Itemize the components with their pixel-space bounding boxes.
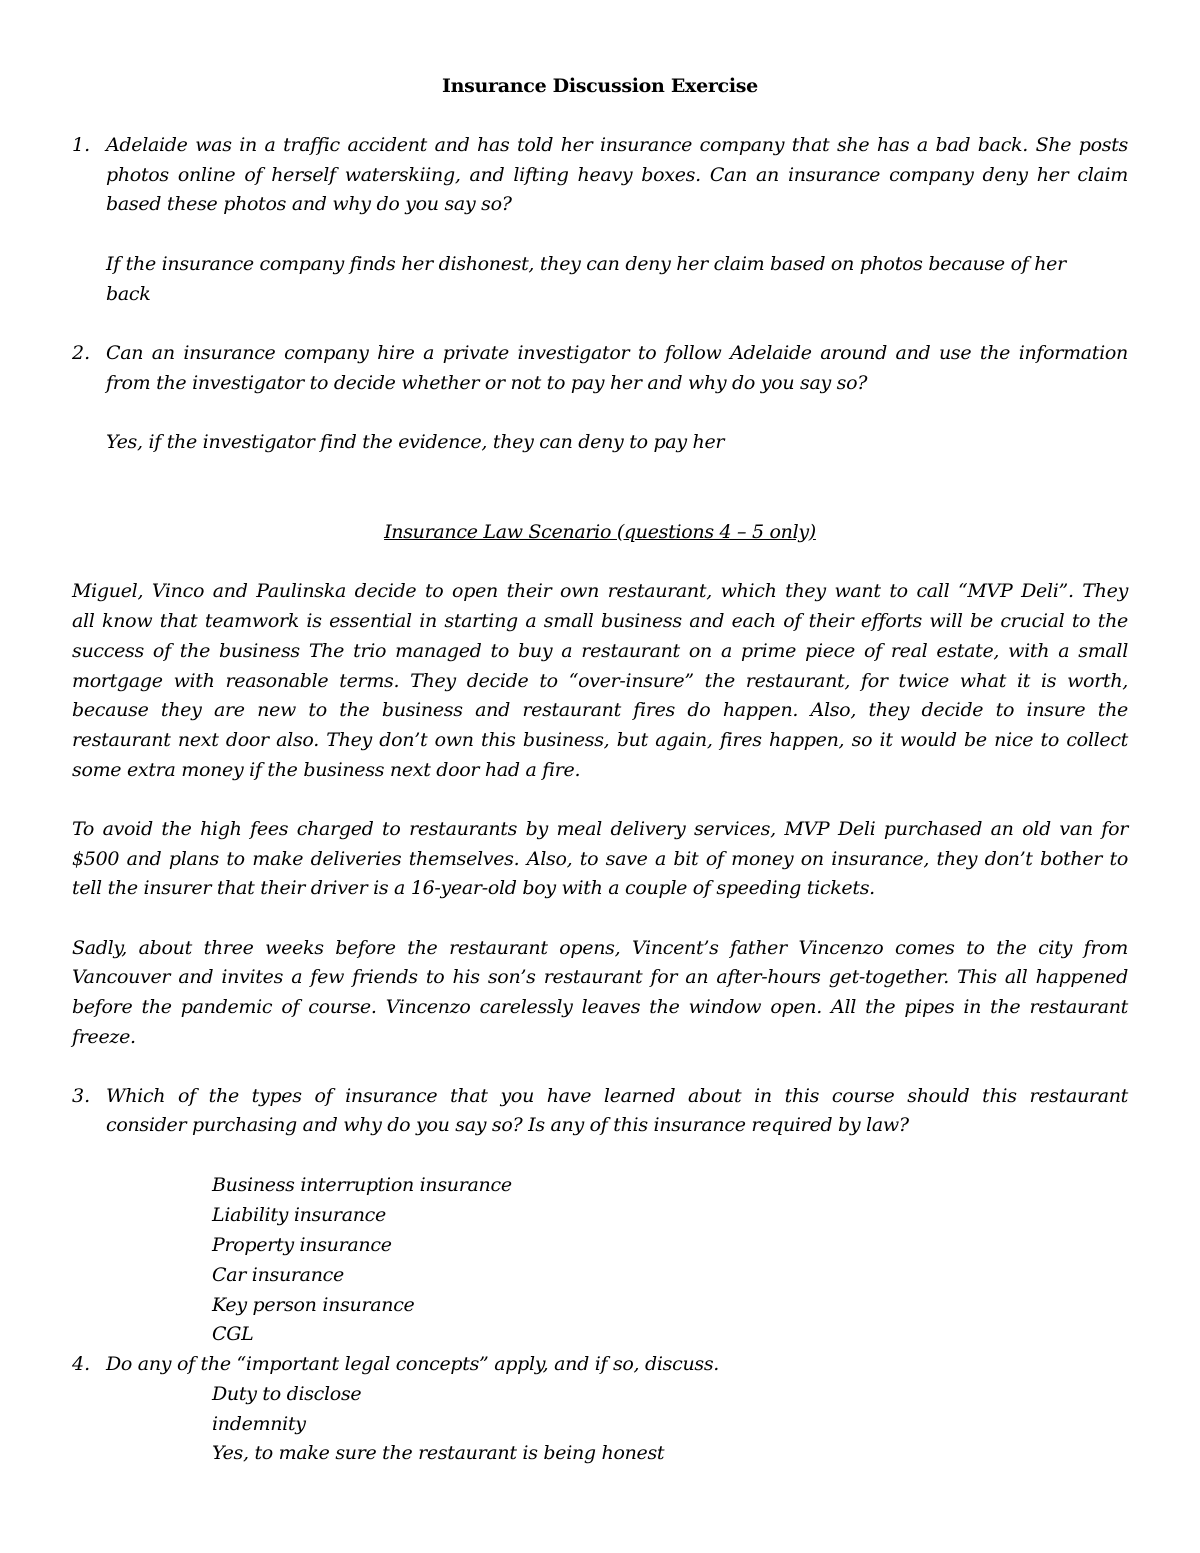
question-3-line: Which of the types of insurance that you have learned about in this course should this restaurant [106, 1085, 1128, 1107]
answer-3-item: Liability insurance [212, 1204, 386, 1226]
question-3-number: 3. [72, 1085, 91, 1107]
paragraph-1-line: because they are new to the business and restaurant fires do happen. Also, they decide to insure the [72, 699, 1128, 721]
paragraph-1-line: restaurant next door also. They don’t own this business, but again, fires happen, so it would be nice to collect [72, 729, 1128, 751]
paragraph-2-line: $500 and plans to make deliveries themselves. Also, to save a bit of money on insurance, they don’t bother to [72, 848, 1128, 870]
answer-3-item: Business interruption insurance [212, 1174, 512, 1196]
document-title: Insurance Discussion Exercise [442, 75, 758, 97]
answer-3-item: Key person insurance [212, 1294, 415, 1316]
question-1-line: based these photos and why do you say so? [106, 193, 512, 215]
answer-3-item: Property insurance [212, 1234, 392, 1256]
answer-4-item: indemnity [212, 1413, 306, 1435]
paragraph-2-line: tell the insurer that their driver is a 16-year-old boy with a couple of speeding tickets. [72, 877, 875, 899]
paragraph-1-line: all know that teamwork is essential in starting a small business and each of their efforts will be crucial to the [72, 610, 1128, 632]
paragraph-1-line: Miguel, Vinco and Paulinska decide to open their own restaurant, which they want to call “MVP Deli”. They [72, 580, 1128, 602]
answer-4-item: Yes, to make sure the restaurant is being honest [212, 1442, 665, 1464]
answer-1-line: back [106, 283, 151, 305]
answer-3-item: CGL [212, 1323, 254, 1345]
question-2-number: 2. [72, 342, 91, 364]
answer-2-line: Yes, if the investigator find the evidence, they can deny to pay her [106, 431, 725, 453]
question-2-line: from the investigator to decide whether or not to pay her and why do you say so? [106, 372, 868, 394]
question-1-line: photos online of herself waterskiing, and lifting heavy boxes. Can an insurance company deny her claim [106, 164, 1128, 186]
paragraph-1-line: mortgage with reasonable terms. They decide to “over-insure” the restaurant, for twice what it is worth, [72, 670, 1128, 692]
paragraph-3-line: before the pandemic of course. Vincenzo carelessly leaves the window open. All the pipes in the restaurant [72, 996, 1128, 1018]
question-3-line: consider purchasing and why do you say so? Is any of this insurance required by law? [106, 1114, 909, 1136]
scenario-title: Insurance Law Scenario (questions 4 – 5 only) [384, 521, 816, 543]
question-2-line: Can an insurance company hire a private investigator to follow Adelaide around and use the information [106, 342, 1128, 364]
question-4-number: 4. [72, 1353, 91, 1375]
answer-1-line: If the insurance company finds her dishonest, they can deny her claim based on photos because of her [106, 253, 1066, 275]
question-4-line: Do any of the “important legal concepts” apply, and if so, discuss. [106, 1353, 720, 1375]
question-1-line: Adelaide was in a traffic accident and has told her insurance company that she has a bad back. She posts [106, 134, 1128, 156]
answer-4-item: Duty to disclose [212, 1383, 362, 1405]
answer-3-item: Car insurance [212, 1264, 344, 1286]
paragraph-3-line: Vancouver and invites a few friends to his son’s restaurant for an after-hours get-together. This all happened [72, 966, 1128, 988]
paragraph-1-line: some extra money if the business next door had a fire. [72, 759, 581, 781]
paragraph-3-line: Sadly, about three weeks before the restaurant opens, Vincent’s father Vincenzo comes to the city from [72, 937, 1128, 959]
paragraph-2-line: To avoid the high fees charged to restaurants by meal delivery services, MVP Deli purchased an old van for [72, 818, 1128, 840]
question-1-number: 1. [72, 134, 91, 156]
paragraph-1-line: success of the business The trio managed to buy a restaurant on a prime piece of real estate, with a small [72, 640, 1128, 662]
paragraph-3-line: freeze. [72, 1026, 136, 1048]
